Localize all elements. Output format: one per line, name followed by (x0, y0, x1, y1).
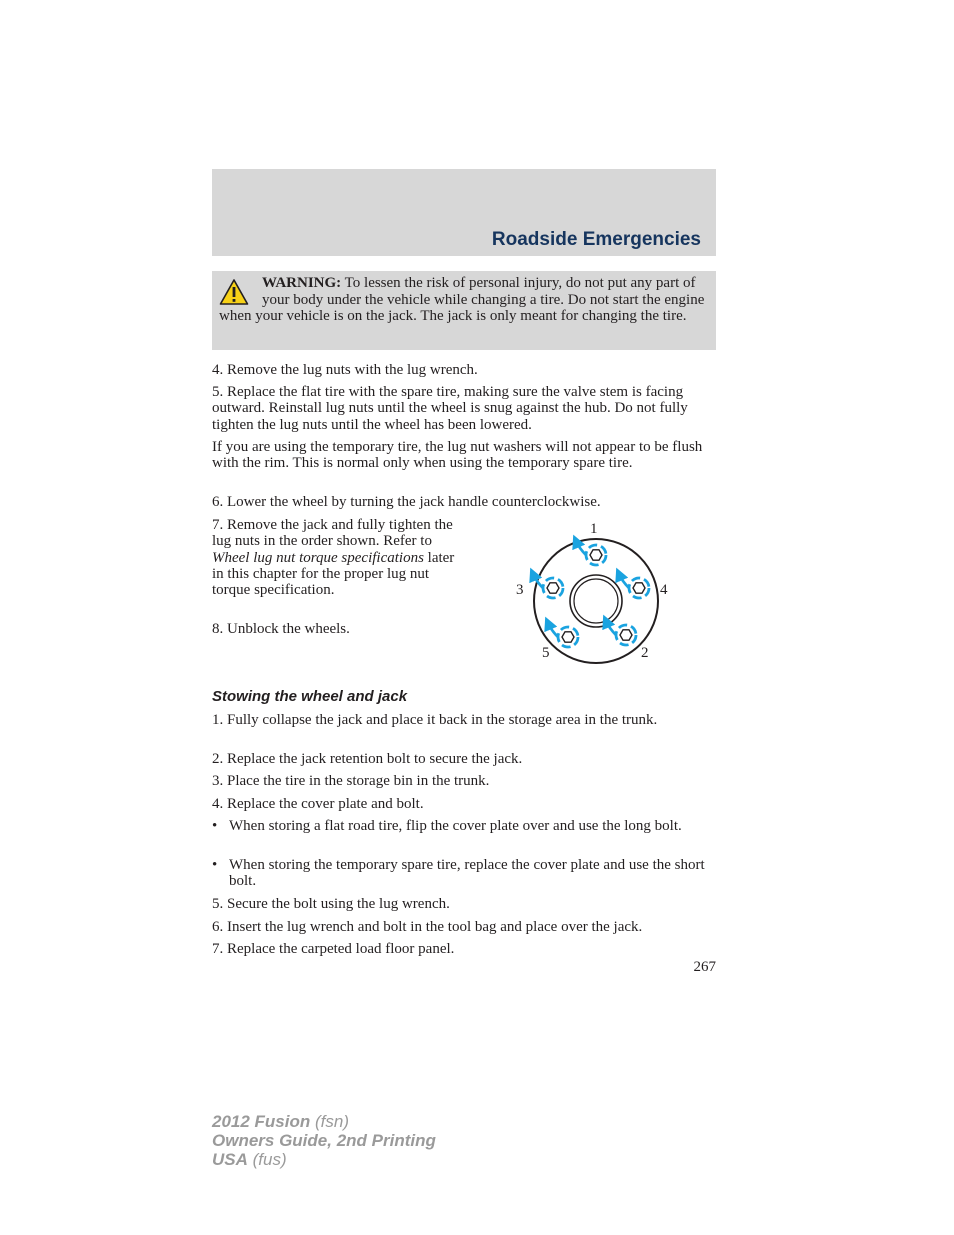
center-bore-outer (570, 575, 622, 627)
bullet-symbol: • (212, 818, 218, 834)
wheel-hub-outline (534, 539, 658, 663)
diagram-label-1: 1 (590, 521, 598, 537)
footer-line-guide (212, 1131, 436, 1150)
center-bore-inner (574, 579, 618, 623)
page-number: 267 (693, 959, 716, 975)
stow-step-2: 2. Replace the jack retention bolt to secure the jack. (212, 751, 523, 767)
stow-step-3: 3. Place the tire in the storage bin in the trunk. (212, 773, 490, 789)
lug-nut-5-icon (548, 623, 578, 647)
footer-publication-info (212, 1112, 436, 1169)
lug-nut-2-icon (606, 621, 636, 645)
footer-line-market (212, 1150, 436, 1169)
stow-bullet-flat-tire (212, 818, 722, 834)
lug-nut-3-icon (533, 574, 563, 598)
diagram-label-2: 2 (641, 645, 649, 661)
footer-market: USA (212, 1150, 248, 1169)
footer-model: 2012 Fusion (212, 1112, 311, 1131)
diagram-label-3: 3 (516, 582, 524, 598)
stow-step-6: 6. Insert the lug wrench and bolt in the tool bag and place over the jack. (212, 919, 643, 935)
diagram-label-5: 5 (542, 645, 550, 661)
footer-line-model (212, 1112, 436, 1131)
bullet-text: When storing a flat road tire, flip the cover plate over and use the long bolt. (229, 818, 682, 834)
temporary-tire-note: If you are using the temporary tire, the lug nut washers will not appear to be flush with the rim. This is normal only when using the temporary spare tire. (212, 439, 703, 472)
bullet-symbol: • (212, 857, 218, 873)
torque-spec-reference: Wheel lug nut torque specifications (212, 549, 424, 566)
section-title: Roadside Emergencies (491, 229, 701, 250)
step-7-text-b: later in this chapter for the proper lug nut torque specification. (212, 549, 455, 599)
diagram-label-4: 4 (660, 582, 668, 598)
stow-bullet-temporary-spare (212, 857, 722, 890)
warning-box (212, 271, 716, 350)
warning-triangle-icon (219, 278, 249, 306)
warning-text: To lessen the risk of personal injury, do not put any part of your body under the vehicle while changing a tire. Do not start the engine when your vehicle is on the jack. The jack is only meant for changing the tire. (219, 275, 705, 324)
step-6-lower-wheel: 6. Lower the wheel by turning the jack handle counterclockwise. (212, 494, 601, 510)
step-5-replace-tire: 5. Replace the flat tire with the spare tire, making sure the valve stem is facing outward. Reinstall lug nuts until the wheel is snug against the hub. Do not fully tighten the lug nuts until the wheel has been lowered. (212, 384, 688, 433)
lug-nut-tightening-order-diagram (510, 515, 680, 675)
step-8-unblock-wheels: 8. Unblock the wheels. (212, 621, 350, 637)
lug-nut-1-icon (576, 541, 606, 565)
stow-step-5: 5. Secure the bolt using the lug wrench. (212, 896, 450, 912)
lug-nut-4-icon (619, 574, 649, 598)
step-4-remove-lug-nuts: 4. Remove the lug nuts with the lug wrench. (212, 362, 478, 378)
stow-step-4: 4. Replace the cover plate and bolt. (212, 796, 424, 812)
footer-guide: Owners Guide, 2nd Printing (212, 1131, 436, 1150)
footer-market-code: (fus) (252, 1150, 287, 1169)
stow-step-7: 7. Replace the carpeted load floor panel. (212, 941, 455, 957)
stowing-subheading: Stowing the wheel and jack (212, 688, 408, 705)
section-header-band (212, 169, 716, 256)
stow-step-1: 1. Fully collapse the jack and place it back in the storage area in the trunk. (212, 712, 658, 728)
footer-model-code: (fsn) (315, 1112, 349, 1131)
bullet-text: When storing the temporary spare tire, replace the cover plate and use the short bolt. (229, 857, 705, 890)
step-7-tighten-lug-nuts (212, 517, 467, 598)
warning-label: WARNING: (262, 275, 342, 291)
step-7-text-a: 7. Remove the jack and fully tighten the lug nuts in the order shown. Refer to (212, 517, 453, 550)
